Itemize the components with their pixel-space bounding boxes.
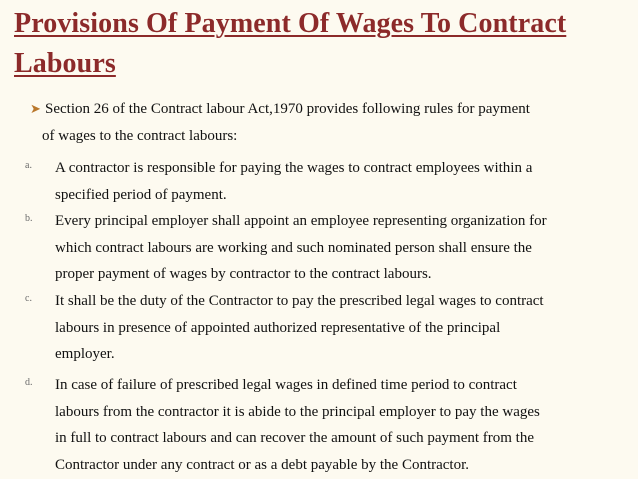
- list-item-line: labours from the contractor it is abide to the principal employer to pay the wages: [55, 403, 540, 420]
- list-item-line: In case of failure of prescribed legal wages in defined time period to contract: [55, 377, 517, 393]
- list-item-text: [55, 372, 630, 478]
- list-marker: b.: [25, 213, 33, 224]
- list-marker: c.: [25, 293, 32, 304]
- list-item-line: It shall be the duty of the Contractor to pay the prescribed legal wages to contract: [55, 293, 544, 309]
- list-item-line: employer.: [55, 346, 115, 362]
- list-marker: d.: [25, 377, 33, 388]
- slide-title-line-1: Provisions Of Payment Of Wages To Contract: [14, 8, 567, 39]
- list-item-line: in full to contract labours and can recover the amount of such payment from the: [55, 430, 535, 446]
- list-item-line: Contractor under any contract or as a debt payable by the Contractor.: [55, 456, 470, 473]
- list-marker: a.: [25, 160, 32, 171]
- intro-line-2: of wages to the contract labours:: [42, 127, 238, 144]
- list-item-text: [55, 155, 630, 208]
- list-item-line: proper payment of wages by contractor to the contract labours.: [55, 266, 432, 282]
- list-item-text: [55, 208, 630, 288]
- list-item-text: [55, 288, 630, 368]
- list-item-line: specified period of payment.: [55, 186, 227, 203]
- list-item-line: which contract labours are working and such nominated person shall ensure the: [55, 239, 532, 256]
- intro-line-1: ➤ Section 26 of the Contract labour Act,1970 provides following rules for payment: [30, 96, 620, 123]
- slide-title-line-2: Labours: [14, 48, 116, 79]
- intro-paragraph: [30, 96, 620, 149]
- list-item-line: Every principal employer shall appoint an employee representing organization for: [55, 213, 547, 229]
- list-item-line: A contractor is responsible for paying the wages to contract employees within a: [55, 160, 533, 176]
- list-item-line: labours in presence of appointed authorized representative of the principal: [55, 319, 501, 336]
- arrow-bullet-icon: ➤: [30, 101, 41, 116]
